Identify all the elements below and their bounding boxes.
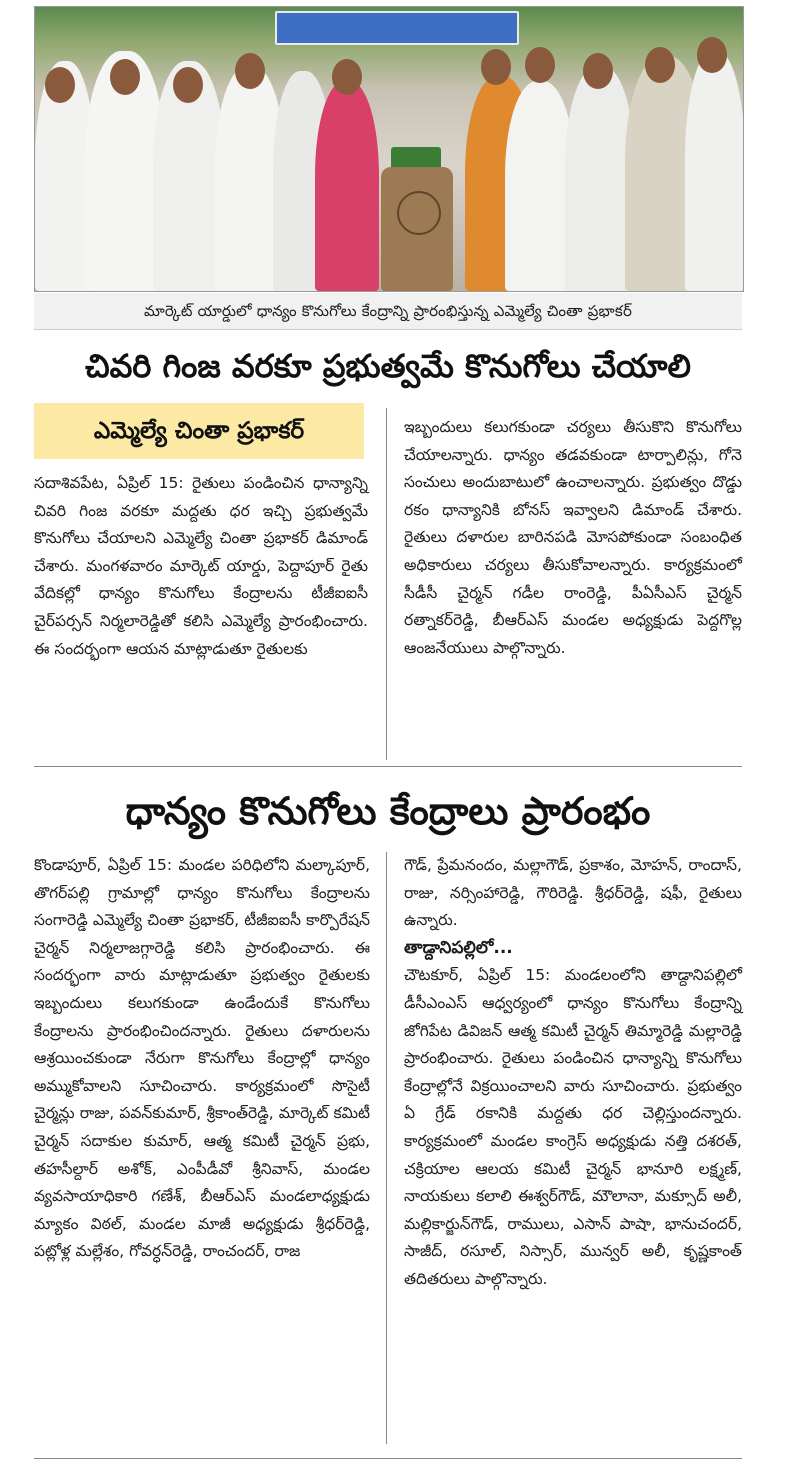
article2-text-3: చౌటకూర్‌, ఏప్రిల్‌ 15: మండలంలోని తాడ్దానిపల్లిలో డీసీఎంఎస్‌ ఆధ్వర్యంలో ధాన్యం కొనుగోలు కేంద్రాన్ని జోగిపేట డివిజన్‌ ఆత్మ కమిటీ చైర్మన్‌ తిమ్మారెడ్డి మల్లారెడ్డి ప్రారంభించారు. రైతులు పండించిన ధాన్యాన్ని కొనుగోలు కేంద్రాల్లోనే విక్రయించాలని వారు సూచించారు. ప్రభుత్వం ఏ గ్రేడ్‌ రకానికి మద్దతు ధర చెల్లిస్తుందన్నారు. కార్యక్రమంలో మండల కాంగ్రెస్‌ అధ్యక్షుడు నత్తి దశరత్‌, చక్రియాల ఆలయ కమిటీ చైర్మన్‌ భానూరి లక్ష్మణ్‌, నాయకులు కలాలి ఈశ్వర్‌గౌడ్‌, మౌలానా, మక్సూద్‌ అలీ, మల్లికార్జున్‌గౌడ్‌, రాములు, ఎసాన్‌ పాషా, భానుచందర్‌, సాజీద్‌, రసూల్‌, నిస్సార్‌, మున్వర్‌ అలీ, కృష్ణకాంత్‌ తదితరులు పాల్గొన్నారు. <box>404 966 742 1288</box>
bottom-rule <box>34 1458 742 1459</box>
column-divider <box>386 408 387 760</box>
article2-headline: ధాన్యం కొనుగోలు కేంద్రాలు ప్రారంభం <box>125 789 651 833</box>
article-divider <box>34 766 742 767</box>
article1-text-2: ఇబ్బందులు కలుగకుండా చర్యలు తీసుకొని కొనుగోలు చేయాలన్నారు. ధాన్యం తడవకుండా టార్పాలిన్లు, గోనె సంచులు అందుబాటులో ఉంచాలన్నారు. ప్రభుత్వం దొడ్డు రకం ధాన్యానికి బోనస్‌ ఇవ్వాలని డిమాండ్‌ చేశారు. రైతులు దళారుల బారినపడి మోసపోకుండా సంబంధిత అధికారులు చర్యలు తీసుకోవాలన్నారు. కార్యక్రమంలో సీడీసీ చైర్మన్‌ గడీల రాంరెడ్డి, పీఏసీఎస్‌ చైర్మన్‌ రత్నాకర్‌రెడ్డి, బీఆర్‌ఎస్‌ మండల అధ్యక్షుడు పెద్దగొల్ల ఆంజనేయులు పాల్గొన్నారు. <box>404 418 742 657</box>
grain-sack <box>381 167 453 291</box>
article1-column-2 <box>404 414 742 662</box>
article1-text-1: సదాశివపేట, ఏప్రిల్‌ 15: రైతులు పండించిన ధాన్యాన్ని చివరి గింజ వరకూ మద్దతు ధర ఇచ్చి ప్రభుత్వమే కొనుగోలు చేయాలని ఎమ్మెల్యే చింతా ప్రభాకర్‌ డిమాండ్‌ చేశారు. మంగళవారం మార్కెట్‌ యార్డు, పెద్దాపూర్‌ రైతు వేదికల్లో ధాన్యం కొనుగోలు కేంద్రాలను టీజీఐఐసీ చైర్‌పర్సన్‌ నిర్మలారెడ్డితో కలిసి ఎమ్మెల్యే ప్రారంభించారు. ఈ సందర్భంగా ఆయన మాట్లాడుతూ రైతులకు <box>34 474 368 658</box>
stage-banner <box>275 11 519 45</box>
article2-text-1: కొండాపూర్‌, ఏప్రిల్‌ 15: మండల పరిధిలోని మల్కాపూర్‌, తొగర్‌పల్లి గ్రామాల్లో ధాన్యం కొనుగోలు కేంద్రాలను సంగారెడ్డి ఎమ్మెల్యే చింతా ప్రభాకర్‌, టీజీఐఐసీ కార్పొరేషన్‌ చైర్మన్‌ నిర్మలాజగ్గారెడ్డి కలిసి ప్రారంభించారు. ఈ సందర్భంగా వారు మాట్లాడుతూ ప్రభుత్వం రైతులకు ఇబ్బందులు కలుగకుండా ఉండేందుకే కొనుగోలు కేంద్రాలను ప్రారంభించిందన్నారు. రైతులు దళారులను ఆశ్రయించకుండా నేరుగా కొనుగోలు కేంద్రాల్లో ధాన్యం అమ్ముకోవాలని సూచించారు. కార్యక్రమంలో సొసైటీ చైర్మన్లు రాజు, పవన్‌కుమార్‌, శ్రీకాంత్‌రెడ్డి, మార్కెట్‌ కమిటీ చైర్మన్‌ సదాకుల కుమార్‌, ఆత్మ కమిటీ చైర్మన్‌ ప్రభు, తహసీల్దార్‌ అశోక్‌, ఎంపీడీవో శ్రీనివాస్‌, మండల వ్యవసాయాధికారి గణేశ్‌, బీఆర్‌ఎస్‌ మండలాధ్యక్షుడు మ్యాకం విఠల్‌, మండల మాజీ అధ్యక్షుడు శ్రీధర్‌రెడ్డి, పట్లోళ్ల మల్లేశం, గోవర్ధన్‌రెడ్డి, రాంచందర్‌, రాజ <box>34 856 370 1261</box>
article2-column-1 <box>34 852 370 1266</box>
article1-column-1 <box>34 470 368 663</box>
article1-subheadline: ఎమ్మెల్యే చింతా ప్రభాకర్‌ <box>34 403 364 459</box>
article2-column-2 <box>404 852 742 1294</box>
article1-headline: చివరి గింజ వరకూ ప్రభుత్వమే కొనుగోలు చేయాలి <box>85 347 691 385</box>
news-photo <box>34 6 744 292</box>
article2-text-2: గౌడ్‌, ప్రేమనందం, మల్లాగౌడ్‌, ప్రకాశం, మోహన్‌, రాందాస్‌, రాజు, నర్సింహారెడ్డి, గౌరిరెడ్డి. శ్రీధర్‌రెడ్డి, షఫీ, రైతులు ఉన్నారు. <box>404 856 742 930</box>
article2-subhead: తాడ్దానిపల్లిలో... <box>404 937 513 958</box>
photo-caption: మార్కెట్‌ యార్డులో ధాన్యం కొనుగోలు కేంద్రాన్ని ప్రారంభిస్తున్న ఎమ్మెల్యే చింతా ప్రభాకర్‌ <box>34 293 742 330</box>
column-divider-2 <box>386 852 387 1444</box>
